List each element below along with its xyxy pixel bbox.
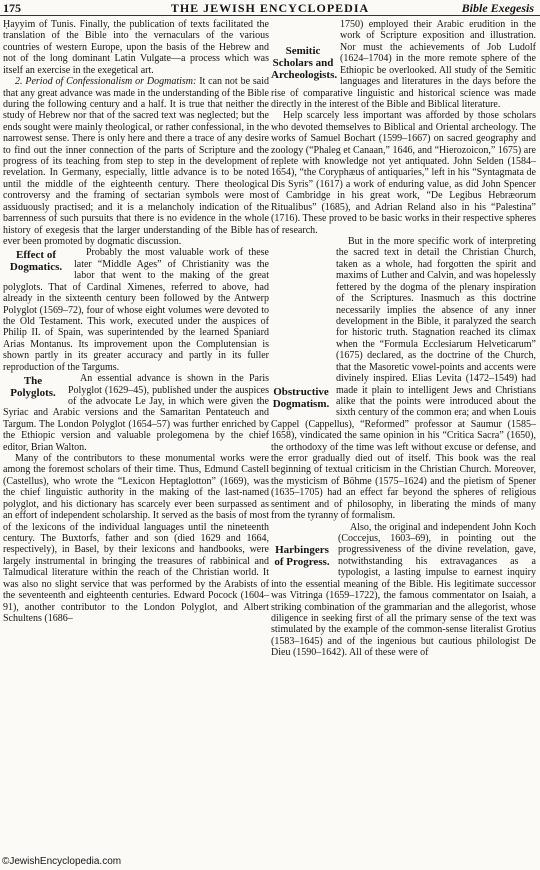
side-heading: Obstructive Dogmatism.: [272, 386, 330, 411]
side-heading: The Polyglots.: [10, 375, 56, 400]
right-column: [271, 19, 536, 659]
header-rule: [0, 15, 540, 16]
section-title: Bible Exegesis: [461, 1, 534, 15]
paragraph: [3, 373, 269, 453]
subsection-heading: 2. Period of Confessionalism or Dogmatism:: [15, 76, 197, 88]
paragraph-text: Probably the most valuable work of these later “Middle Ages” of Christianity was the labor that went to the making of the great polyglots. That of Cardinal Ximenes, referred to above, had already in the sixteenth century been followed by the Antwerp Polyglot (1569–72), four of whose eight volumes were devoted to the Old Testament. This work, executed under the auspices of Philip II. of Spain, was superintended by the learned Spaniard Arias Montanus. Its improvement upon the Complutensian is shown partly in its greater accuracy and partly in its fuller reproduction of the Targums.: [3, 247, 269, 373]
paragraph: Ḥayyim of Tunis. Finally, the publication of texts facilitated the translation of the Bible into the vernaculars of the various countries of western Europe, upon the basis of the Hebrew and not of the long dominant Latin Vulgate—a process which was itself an exercise in the exegetical art.: [3, 19, 269, 76]
paragraph-text: An essential advance is shown in the Paris Polyglot (1629–45), published under the auspices of the advocate Le Jay, in which were given the Syriac and Arabic versions and the Samaritan Pentateuch and Targum. The London Polyglot (1654–57) was further enriched by the Ethiopic version and valuable prolegomena by the chief editor, Brian Walton.: [3, 373, 269, 453]
paragraph: [271, 522, 536, 659]
paragraph-text: 1750) employed their Arabic erudition in the work of Scripture exposition and illustration. Nor must the achievements of Job Ludolf (1624–1704) in the more remote sphere of the Ethiopic be overlooked. All study of the Semitic languages and literatures in the days before the rise of comparative linguistic and historical science was made directly in the interest of the Bible and Biblical literature.: [271, 19, 536, 110]
side-heading: Harbingers of Progress.: [274, 543, 330, 568]
paragraph: [271, 19, 536, 110]
page-number: 175: [3, 1, 21, 15]
copyright-footer: ©JewishEncyclopedia.com: [2, 856, 122, 867]
page-header: [0, 0, 540, 16]
side-heading: Effect of Dogmatics.: [9, 249, 63, 274]
left-column: [3, 19, 269, 624]
paragraph: [3, 247, 269, 373]
paragraph: Many of the contributors to these monumental works were among the foremost scholars of their time. Thus, Edmund Castell (Castellus), who wrote the “Lexicon Heptaglotton” (1669), was the chief linguistic authority in the making of the last-named polyglot, and his dictionary has scarcely ever been surpassed as an effort of independent scholarship. It served as the basis of most of the lexicons of the individual languages until the nineteenth century. The Buxtorfs, father and son (died 1629 and 1664, respectively), in Basel, by their lexicons and handbooks, were largely instrumental in bringing the treasures of rabbinical and Talmudical literature within the reach of the Christian world. It was also no slight service that was performed by the Arabists of the seventeenth and eighteenth centuries. Edward Pocock (1604–91), another contributor to the London Polyglot, and Albert Schultens (1686–: [3, 453, 269, 624]
journal-title: THE JEWISH ENCYCLOPEDIA: [170, 1, 370, 15]
paragraph-text: It can not be said that any great advance was made in the understanding of the Bible during the following century and a half. It is true that neither the study of Hebrew nor that of the sacred text was neglected; but the ends sought were mainly theological, or rather confessional, in the narrowest sense. There is only here and there a trace of any desire to find out the inner connection of the parts of Scripture and the progress of its teaching from step to step in the development of revelation. In Germany, especially, little advance is to be noted until the middle of the eighteenth century. There theological controversy and the framing of sectarian symbols were most assiduously practised; and it is a melancholy indication of the barrenness of such pursuits that there is no evidence in the whole history of exegesis that the larger understanding of the Bible has ever been promoted by dogmatic discussion.: [3, 76, 270, 248]
side-heading: Semitic Scholars and Archeologists.: [271, 45, 338, 81]
paragraph-text: Also, the original and independent John Koch (Coccejus, 1603–69), in pointing out the progressiveness of the divine revelation, gave, notwithstanding his extravagances as a typologist, a lasting impulse to earnest inquiry into the essential meaning of the Bible. His legitimate successor was Vitringa (1659–1722), the famous commentator on Isaiah, a striking combination of the grammarian and the allegorist, whose diligence in seeking first of all the primary sense of the text was stimulated by the example of the common-sense literalist Grotius (1583–1645) and of the ingenious but cautious philologist De Dieu (1590–1642). All of these were of: [271, 521, 536, 659]
paragraph: Help scarcely less important was afforded by those scholars who devoted themselves to Biblical and Oriental archeology. The works of Samuel Bochart (1599–1667) on sacred geography and zoology (“Phaleg et Canaan,” 1646, and “Hierozoicon,” 1675) are replete with knowledge not yet antiquated. John Selden (1584–1654), “the Coryphæus of antiquaries,” left in his “Syntagmata de Dis Syris” (1617) a work of enduring value, as did John Spencer of Cambridge in his great work, “De Legibus Hebræorum Ritualibus” (1685), and Adrian Reland also in his “Palestina” (1716). These proved to be basic works in their respective spheres of research.: [271, 110, 536, 236]
paragraph: [3, 76, 269, 247]
paragraph-text: But in the more specific work of interpreting the sacred text in detail the Christian Church, taken as a whole, had forgotten the spirit and maxims of Luther and Calvin, and was hopelessly fettered by the dogma of the plenary inspiration of the Scriptures. Inasmuch as this doctrine necessarily implies the absence of any inner development in the Bible, it paralyzed the search for historic truth. Stagnation reached its climax when the “Formula Ecclesiarum Helveticarum” (1675) declared, as the doctrine of the Church, that the Masoretic vowel-points and accents were divinely inspired. Elias Levita (1472–1549) had made it plain to intelligent Jews and Christians alike that the points were introduced about the sixth century of the common era; and when Louis Cappel (Cappellus), “Reformed” professor at Saumur (1585–1658), vindicated the same opinion in his “Critica Sacra” (1650), the orthodoxy of the time was left without excuse or defense, and the error gradually died out of itself. This book was the real beginning of textual criticism in the Christian Church. Moreover, the mysticism of Böhme (1575–1624) and the pietism of Spener (1635–1705) had an effect far beyond the spheres of religious sentiment and of philosophy, in liberating the minds of many from the tyranny of formalism.: [271, 236, 536, 522]
paragraph: [271, 236, 536, 522]
